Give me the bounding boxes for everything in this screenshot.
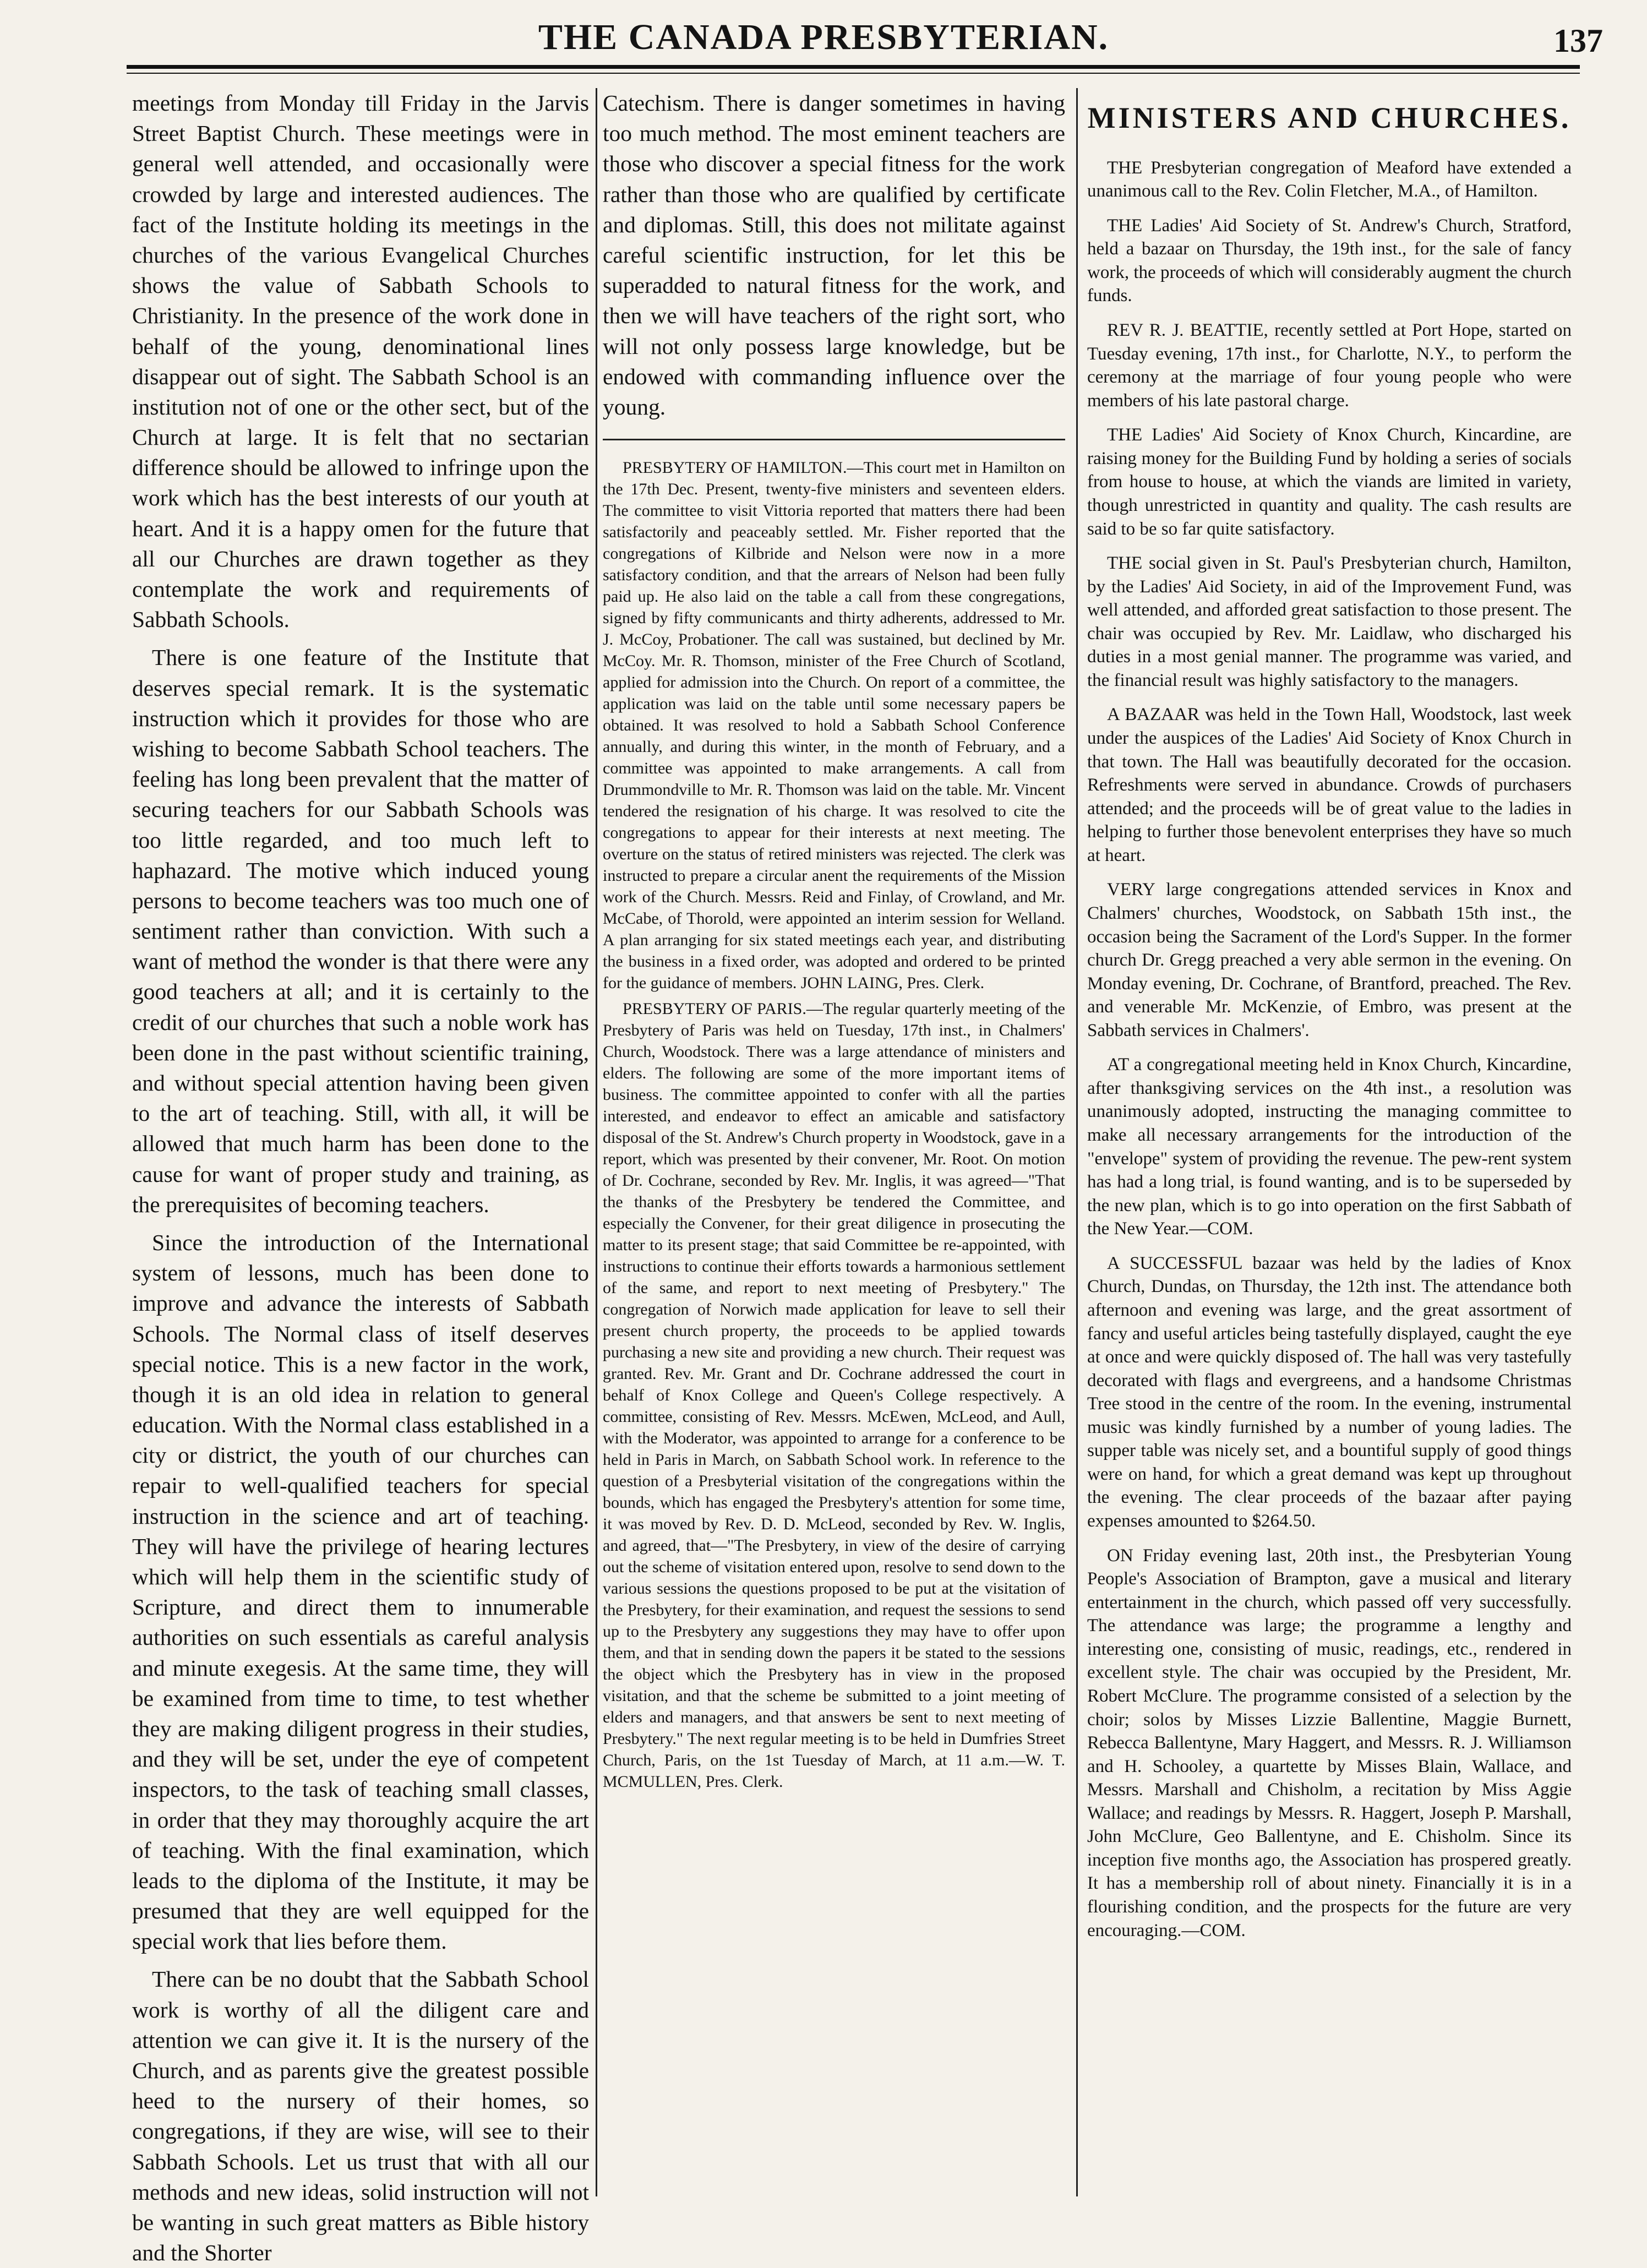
editorial-paragraph: There is one feature of the Institute that deserves special remark. It is the systematic instruction which it provides for those who are wishing to become Sabbath School teachers. The feeling has long been prevalent that the matter of securing teachers for our Sabbath Schools was too little regarded, and too much left to haphazard. The motive which induced young persons to become teachers was too much one of sentiment rather than conviction. With such a want of method the wonder is that there were any good teachers at all; and it is certainly to the credit of our churches that such a noble work has been done in the past without scientific training, and without special attention having been given to the art of teaching. Still, with all, it will be allowed that much harm has been done to the cause for want of proper study and training, as the prerequisites of becoming teachers. <box>132 645 589 1217</box>
news-item: REV R. J. BEATTIE, recently settled at Port Hope, started on Tuesday evening, 17th inst., for Charlotte, N.Y., to perform the ceremony at the marriage of four young people who were members of his late pastoral charge. <box>1087 320 1572 411</box>
news-item: THE Ladies' Aid Society of Knox Church, Kincardine, are raising money for the Building Fund by holding a series of socials from house to house, at which the viands are limited in variety, though unrestricted in quantity and quality. The cash results are said to be so far quite satisfactory. <box>1087 425 1572 539</box>
editorial-paragraph: There can be no doubt that the Sabbath School work is worthy of all the diligent care and attention we can give it. It is the nursery of the Church, and as parents give the greatest possible heed to the nursery of their homes, so congregations, if they are wise, will see to their Sabbath Schools. Let us trust that with all our methods and new ideas, solid instruction will not be wanting in such great matters as Bible history and the Shorter <box>132 1966 589 2266</box>
news-item: THE Ladies' Aid Society of St. Andrew's Church, Stratford, held a bazaar on Thursday, the 19th inst., for the sale of fancy work, the proceeds of which will considerably augment the church funds. <box>1087 215 1572 306</box>
presbytery-report-hamilton: PRESBYTERY OF HAMILTON.—This court met in Hamilton on the 17th Dec. Present, twenty-five ministers and seventeen elders. The committee to visit Vittoria reported that matters there had been satisfactorily and peaceably settled. Mr. Fisher reported that the congregations of Kilbride and Nelson were now in a more satisfactory condition, and that the arrears of Nelson had been fully paid up. He also laid on the table a call from these congregations, signed by fifty communicants and thirty adherents, addressed to Mr. J. McCoy, Probationer. The call was sustained, but declined by Mr. McCoy. Mr. R. Thomson, minister of the Free Church of Scotland, applied for admission into the Church. On report of a committee, the application was laid on the table until some necessary papers be obtained. It was resolved to hold a Sabbath School Conference annually, and during this winter, in the month of February, and a committee was appointed to make arrangements. A call from Drummondville to Mr. R. Thomson was laid on the table. Mr. Vincent tendered the resignation of his charge. It was resolved to cite the congregations to appear for their interests at next meeting. The overture on the status of retired ministers was rejected. The clerk was instructed to prepare a circular anent the requirements of the Mission work of the Church. Messrs. Reid and Finlay, of Crowland, and Mr. McCabe, of Thorold, were appointed an interim session for Welland. A plan arranging for six stated meetings each year, and distributing the business in a fixed order, was adopted and ordered to be printed for the guidance of members. JOHN LAING, Pres. Clerk. <box>603 459 1065 993</box>
column-rule-left <box>596 88 597 2196</box>
news-item: ON Friday evening last, 20th inst., the Presbyterian Young People's Association of Brampton, gave a musical and literary entertainment in the church, which passed off very successfully. The attendance was large; the programme a lengthy and interesting one, consisting of music, readings, etc., rendered in excellent style. The chair was occupied by the President, Mr. Robert McClure. The programme consisted of a selection by the choir; solos by Misses Lizzie Ballentine, Maggie Burnett, Rebecca Ballentyne, Mary Haggert, and Messrs. R. J. Williamson and H. Schooley, a quartette by Misses Blain, Wallace, and Messrs. Marshall and Chisholm, a recitation by Miss Aggie Wallace; and readings by Messrs. R. Haggert, Joseph P. Marshall, John McClure, Geo Ballentyne, and E. Chisholm. Since its inception five months ago, the Association has prospered greatly. It has a membership roll of about ninety. Financially it is in a flourishing condition, and the prospects for the future are very encouraging.—COM. <box>1087 1545 1572 1940</box>
editorial-paragraph: Since the introduction of the International system of lessons, much has been done to improve and advance the interests of Sabbath Schools. The Normal class of itself deserves special notice. This is a new factor in the work, though it is an old idea in relation to general education. With the Normal class established in a city or district, the youth of our churches can repair to well-qualified teachers for special instruction in the science and art of teaching. They will have the privilege of hearing lectures which will help them in the scientific study of Scripture, and direct them to innumerable authorities on such essentials as careful analysis and minute exegesis. At the same time, they will be examined from time to time, to test whether they are making diligent progress in their studies, and they will be set, under the eye of competent inspectors, to the task of teaching small classes, in order that they may thoroughly acquire the art of teaching. With the final examination, which leads to the diploma of the Institute, it may be presumed that they are well equipped for the special work that lies before them. <box>132 1229 589 1954</box>
section-title: MINISTERS AND CHURCHES. <box>1087 101 1572 134</box>
masthead: THE CANADA PRESBYTERIAN. <box>538 17 1109 57</box>
editorial-paragraph: Catechism. There is danger sometimes in having too much method. The most eminent teachers are those who discover a special fitness for the work rather than those who are qualified by certificate and diplomas. Still, this does not militate against careful scientific instruction, for let this be superadded to natural fitness for the work, and then we will have teachers of the right sort, who will not only possess large knowledge, but be endowed with commanding influence over the young. <box>603 90 1065 419</box>
presbytery-report-paris: PRESBYTERY OF PARIS.—The regular quarterly meeting of the Presbytery of Paris was held on Tuesday, 17th inst., in Chalmers' Church, Woodstock. There was a large attendance of ministers and elders. The following are some of the more important items of business. The committee appointed to confer with all the parties interested, and endeavor to effect an amicable and satisfactory disposal of the St. Andrew's Church property in Woodstock, gave in a report, which was presented by their convener, Mr. Root. On motion of Dr. Cochrane, seconded by Rev. Mr. Inglis, it was agreed—"That the thanks of the Presbytery be tendered the Committee, and especially the Convener, for their great diligence in prosecuting the matter to its present stage; that said Committee be re-appointed, with instructions to continue their efforts towards a harmonious settlement of the same, and report to next meeting of Presbytery." The congregation of Norwich made application for leave to sell their present church property, the proceeds to be applied towards purchasing a new site and providing a new church. Their request was granted. Rev. Mr. Grant and Dr. Cochrane addressed the court in behalf of Knox College and Queen's College respectively. A committee, consisting of Rev. Messrs. McEwen, McLeod, and Aull, with the Moderator, was appointed to arrange for a conference to be held in Paris in March, on Sabbath School work. In reference to the question of a Presbyterial visitation of the congregations within the bounds, which has engaged the Presbytery's attention for some time, it was moved by Rev. D. D. McLeod, seconded by Rev. W. Inglis, and agreed, that—"The Presbytery, in view of the desire of carrying out the scheme of visitation entered upon, resolve to send down to the various sessions the questions proposed to be put at the visitation of the Presbytery, for their examination, and request the sessions to send up to the Presbytery any suggestions they may have to offer upon them, and that in sending down the papers it be stated to the sessions the object which the Presbytery has in view in the proposed visitation, and that the scheme be submitted to a joint meeting of elders and managers, and that answers be sent to next meeting of Presbytery." The next regular meeting is to be held in Dumfries Street Church, Paris, on the 1st Tuesday of March, at 11 a.m.—W. T. MCMULLEN, Pres. Clerk. <box>603 1000 1065 1791</box>
editorial-continuation <box>603 88 1065 422</box>
column-editorial <box>132 88 589 2266</box>
news-item: A SUCCESSFUL bazaar was held by the ladies of Knox Church, Dundas, on Thursday, the 12th inst. The attendance both afternoon and evening was large, and the great assortment of fancy and useful articles being tastefully displayed, caught the eye at once and were quickly disposed of. The hall was very tastefully decorated with flags and evergreens, and a handsome Christmas Tree stood in the centre of the room. In the evening, instrumental music was kindly furnished by a number of young ladies. The supper table was nicely set, and a bountiful supply of good things were on hand, for which a great demand was kept up throughout the evening. The clear proceeds of the bazaar after paying expenses amounted to $264.50. <box>1087 1253 1572 1531</box>
header-rule <box>127 65 1580 69</box>
section-separator <box>603 439 1065 440</box>
presbytery-reports <box>603 457 1065 1792</box>
header-rule-thin <box>127 73 1580 74</box>
news-item: VERY large congregations attended services in Knox and Chalmers' churches, Woodstock, on Sabbath 15th inst., the occasion being the Sacrament of the Lord's Supper. In the former church Dr. Gregg preached a very able sermon in the evening. On Monday evening, Dr. Cochrane, of Brantford, preached. The Rev. and venerable Mr. McKenzie, of Embro, was present at the Sabbath services in Chalmers'. <box>1087 880 1572 1040</box>
news-item: A BAZAAR was held in the Town Hall, Woodstock, last week under the auspices of the Ladies' Aid Society of Knox Church in that town. The Hall was beautifully decorated for the occasion. Refreshments were served in abundance. Crowds of purchasers attended; and the proceeds will be of great value to the ladies in helping to further those benevolent enterprises they have so much at heart. <box>1087 705 1572 865</box>
column-rule-right <box>1076 88 1078 2196</box>
column-ministers-and-churches <box>1087 88 1572 2213</box>
page-number: 137 <box>1553 23 1603 59</box>
editorial-paragraph: meetings from Monday till Friday in the Jarvis Street Baptist Church. These meetings were in general well attended, and occasionally were crowded by large and interested audiences. The fact of the Institute holding its meetings in the churches of the various Evangelical Churches shows the value of Sabbath Schools to Christianity. In the presence of the work done in behalf of the young, denominational lines disappear out of sight. The Sabbath School is an institution not of one or the other sect, but of the Church at large. It is felt that no sectarian difference should be allowed to infringe upon the work which has the best interests of our youth at heart. And it is a happy omen for the future that all our Churches are drawn together as they contemplate the work and requirements of Sabbath Schools. <box>132 90 589 633</box>
column-middle <box>603 88 1065 2213</box>
news-item: THE Presbyterian congregation of Meaford have extended a unanimous call to the Rev. Colin Fletcher, M.A., of Hamilton. <box>1087 157 1572 201</box>
page-header <box>0 0 1647 72</box>
news-item: THE social given in St. Paul's Presbyterian church, Hamilton, by the Ladies' Aid Society, in aid of the Improvement Fund, was well attended, and afforded great satisfaction to those present. The chair was occupied by Rev. Mr. Laidlaw, who discharged his duties in a most genial manner. The programme was varied, and the financial result was highly satisfactory to the managers. <box>1087 553 1572 690</box>
news-item: AT a congregational meeting held in Knox Church, Kincardine, after thanksgiving services on the 4th inst., a resolution was unanimously adopted, instructing the managing committee to make all necessary arrangements for the introduction of the "envelope" system of providing the revenue. The pew-rent system has had a long trial, is found wanting, and is to be superseded by the new plan, which is to go into operation on the first Sabbath of the New Year.—COM. <box>1087 1055 1572 1239</box>
